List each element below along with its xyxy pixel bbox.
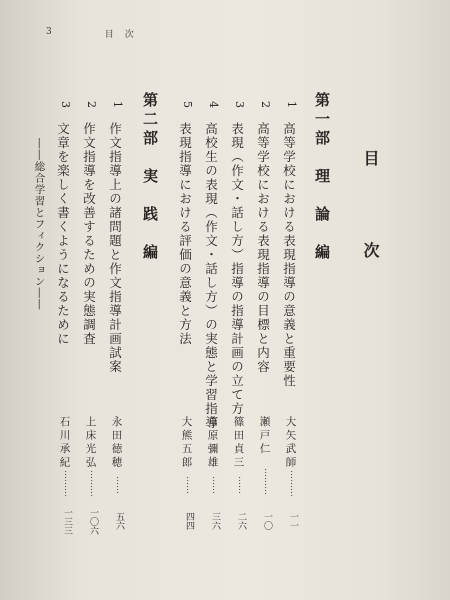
header-chapter-title: 目 次 [104,30,135,40]
entry-subtitle: ――総合学習とフィクション―― [33,138,46,311]
entry-page: 五六 [114,512,124,530]
entry-author: 大熊五郎 [180,416,193,470]
dot-leader: ……… [262,468,272,495]
entry-author: 篠田貞三 [232,416,245,470]
dot-leader: ……… [88,470,98,497]
dot-leader: ……… [288,470,298,497]
entry-number: 1 [285,101,298,108]
entry-author: 瀬戸仁 [258,416,271,457]
part-heading: 第一部 理 論 編 [313,92,331,263]
header-page-number: 3 [46,27,53,37]
entry-number: 1 [111,101,124,108]
toc-title: 目 次 [361,150,380,288]
entry-number: 4 [207,101,220,108]
entry-number: 3 [59,101,72,108]
entry-number: 2 [85,101,98,108]
entry-title: 高等学校における表現指導の目標と内容 [255,122,271,374]
entry-page: 一一 [288,512,298,530]
dot-leader: …… [236,476,246,494]
entry-author: 上床光弘 [84,416,97,470]
entry-page: 一〇 [262,512,272,530]
entry-title: 文章を楽しく書くようになるために [55,122,71,346]
entry-title: 表現指導における評価の意義と方法 [177,122,193,346]
entry-page: 一〇六 [88,508,98,535]
entry-author: 石川承紀 [58,416,71,470]
entry-title: 表現（作文・話し方）指導の指導計画の立て方 [229,122,245,416]
entry-number: 2 [259,101,272,108]
entry-author: 市原彌雄 [206,416,219,470]
entry-number: 5 [181,101,194,108]
dot-leader: ……… [62,470,72,497]
entry-author: 大矢武師 [284,416,297,470]
entry-title: 作文指導を改善するための実態調査 [81,122,97,346]
dot-leader: …… [114,476,124,494]
entry-page: 四四 [184,512,194,530]
entry-author: 永田徳穂 [110,416,123,470]
running-header [46,27,135,40]
dot-leader: …… [184,476,194,494]
entry-title: 高校生の表現（作文・話し方）の実態と学習指導 [203,122,219,430]
entry-number: 3 [233,101,246,108]
dot-leader: …… [210,476,220,494]
entry-title: 作文指導上の諸問題と作文指導計画試案 [107,122,123,374]
entry-title: 高等学校における表現指導の意義と重要性 [281,122,297,388]
entry-page: 二六 [236,512,246,530]
entry-page: 一三三 [62,508,72,535]
part-heading: 第二部 実 践 編 [141,92,159,263]
entry-page: 三六 [210,512,220,530]
